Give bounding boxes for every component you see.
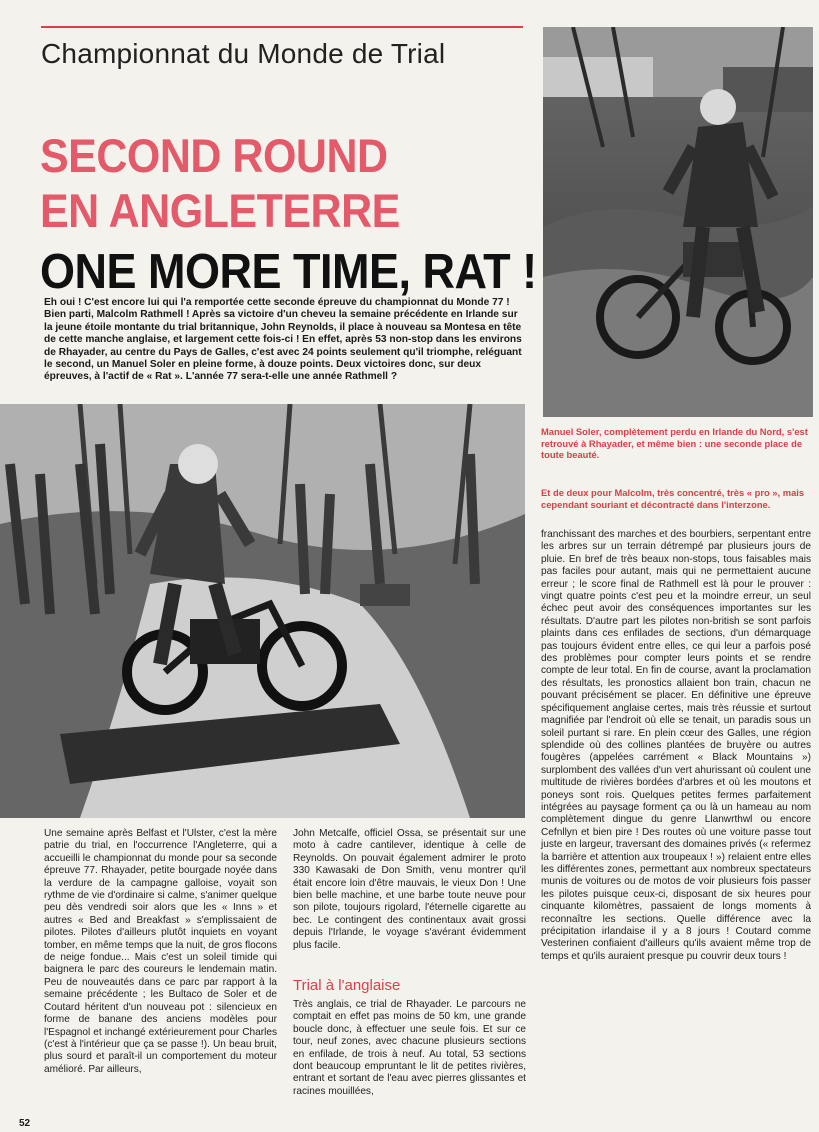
caption-malcolm: Et de deux pour Malcolm, très concentré, très « pro », mais cependant souriant et décontracté dans l'interzone. (541, 487, 805, 510)
column-1: Une semaine après Belfast et l'Ulster, c'est la mère patrie du trial, en l'occurrence l'Angleterre, qui a accueilli le championnat du monde pour sa seconde épreuve 77. Rhayader, petite bourgade noyée dans la verdure de la campagne galloise, voyait son rythme de vie d'ordinaire si calme, s'animer quelque peu dès vendredi soir alors que les « Inns » et autres « Bed and Breakfast » s'emplissaient de pilotes. Pilotes d'ailleurs plutôt inquiets en voyant tomber, en même temps que la nuit, de gros flocons de neige fondue... Mais c'est un soleil timide qui baignera le parc des coureurs le lendemain matin. Peu de nouveautés dans ce parc par rapport à la semaine précédente ; les Bultaco de Soler et de Coutard héritent d'un nouveau pot : silencieux en forme de banane des anciens modèles pour l'Espagnol et inchangé extérieurement pour Charles (c'est à l'intérieur que ça se passe !). Un beau bruit, plus sourd et paraît-il un comportement du moteur amélioré. Par ailleurs, (44, 828, 277, 1075)
column-2b: Très anglais, ce trial de Rhayader. Le parcours ne comptait en effet pas moins de 50 km, une grande boucle donc, à effectuer une seule fois. Et sur ce tour, neuf zones, avec chacune plusieurs sections en enfilade, de trois à neuf. Au total, 53 sections dont beaucoup empruntant le lit de petites rivières, entrant et sortant de l'eau avec pierres glissantes et racines mouillées, (293, 999, 526, 1097)
headline-line-2: EN ANGLETERRE (40, 185, 400, 238)
rider-photo-soler-illustration (543, 27, 813, 417)
photo-top-right (543, 27, 813, 417)
rider-photo-stream-illustration (0, 404, 525, 818)
page-number: 52 (19, 1118, 31, 1129)
column-2a: John Metcalfe, officiel Ossa, se présentait sur une moto à cadre cantilever, identique à celle de Reynolds. On pouvait également admirer le proto 330 Kawasaki de Don Smith, venu montrer qu'il était encore loin d'être mauvais, le vieux Don ! Une bien belle machine, et une barbe toute neuve pour son pilote, toujours rigolard, l'éternelle cigarette au bec. Le contingent des continentaux avait grossi depuis l'Irlande, le voyage s'avérant évidemment plus facile. (293, 828, 526, 951)
headline-line-3: ONE MORE TIME, RAT ! (40, 243, 537, 300)
top-rule (41, 26, 523, 28)
lead-paragraph: Eh oui ! C'est encore lui qui l'a remportée cette seconde épreuve du championnat du Monde 77 ! Bien parti, Malcolm Rathmell ! Après sa victoire d'un cheveu la semaine précédente en Irlande sur la jeune étoile montante du trial britannique, John Reynolds, il place à nouveau sa Montesa en tête de cette manche anglaise, et largement cette fois-ci ! En effet, après 53 non-stop dans les environs de Rhayader, au centre du Pays de Galles, c'est avec 24 points seulement qu'il triomphe, reléguant le second, un Manuel Soler en pleine forme, à douze points. Deux victoires donc, sur deux épreuves, à l'actif de « Rat ». L'année 77 sera-t-elle une année Rathmell ? (44, 297, 522, 383)
column-3: franchissant des marches et des bourbiers, serpentant entre les arbres sur un terrain détrempé par plusieurs jours de pluie. En bref de très beaux non-stops, tous faisables mais pas faciles pour autant, mais qui ne permettaient aucune erreur ; le score final de Rathmell est là pour le prouver : vingt quatre points c'est peu et la moindre erreur, un seul échec peut avoir des conséquences importantes sur les résultats. D'autre part les pilotes non-british se sont parfois plaints dans ces enfilades de sections, d'un démarquage pas toujours évident entre elles, ce qui leur a parfois posé des problèmes pour compter leurs points et se rendre compte de leur total. En fin de course, avant la proclamation des résultats, les pronostics allaient bon train, chacun ne pouvant précisément se placer. En définitive une épreuve spécifiquement anglaise certes, mais très réussie et surtout magnifiée par l'endroit où elle se tenait, un paradis sous un soleil purtant si rare. En plein cœur des Galles, une région splendide où des collines plantées de bruyère ou autres fougères (appelées carrément « Black Mountains ») surplombent des vallées d'un vert ahurissant où coulent une multitude de rivières bordées d'arbres et où les moutons et poneys sont rois. Quelques petites fermes parfaitement intégrées au paysage forment ça ou là un hameau au nom complètement dingue du genre Llanwrthwl ou encore Cefnllyn et bien pire ! Des routes où une voiture passe tout juste en largeur, traversant des domaines privés (« refermez la barrière et attention aux troupeaux ! ») relaient entre elles les différentes zones, permettant aux nombreux spectateurs munis de voitures ou de motos de voir plusieurs fois passer les pilotes puisque ceux-ci, disposant de six heures pour cinquante kilomètres, passaient de longs moments à reconnaître les sections. Quelle différence avec la précipitation irlandaise il y a 8 jours ! Coutard comme Vesterinen confiaient d'ailleurs qu'ils avaient même trop de temps et qu'ils auraient presque pu couvrir deux tours ! (541, 529, 811, 962)
photo-main (0, 404, 525, 818)
caption-soler: Manuel Soler, complètement perdu en Irlande du Nord, s'est retrouvé à Rhayader, et même bien : une seconde place de toute beauté. (541, 426, 808, 461)
kicker: Championnat du Monde de Trial (41, 38, 446, 69)
subheading: Trial à l'anglaise (293, 977, 401, 994)
headline-line-1: SECOND ROUND (40, 130, 388, 183)
